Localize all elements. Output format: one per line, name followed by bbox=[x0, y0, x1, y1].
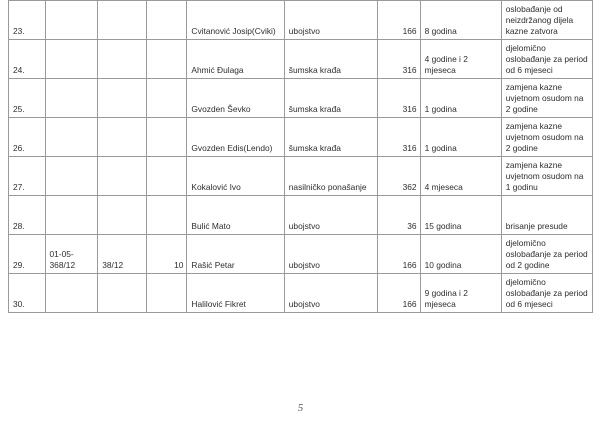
cell-article: 36 bbox=[378, 196, 421, 235]
cell-ordinal: 23. bbox=[9, 1, 46, 40]
cell-case-ref-2 bbox=[98, 196, 147, 235]
cell-case-ref-1 bbox=[45, 157, 98, 196]
cell-ordinal: 26. bbox=[9, 118, 46, 157]
table-body bbox=[9, 1, 593, 313]
table-row bbox=[9, 274, 593, 313]
cell-case-ref-2 bbox=[98, 40, 147, 79]
cell-ordinal: 28. bbox=[9, 196, 46, 235]
cell-name: Rašić Petar bbox=[187, 235, 284, 274]
cell-article: 316 bbox=[378, 79, 421, 118]
cell-decision: djelomično oslobađanje za period od 6 mjeseci bbox=[501, 40, 592, 79]
cell-count bbox=[146, 118, 187, 157]
cell-case-ref-1 bbox=[45, 274, 98, 313]
cell-case-ref-1 bbox=[45, 196, 98, 235]
cell-decision: brisanje presude bbox=[501, 196, 592, 235]
cell-count: 10 bbox=[146, 235, 187, 274]
cell-sentence: 8 godina bbox=[420, 1, 501, 40]
cell-case-ref-1 bbox=[45, 40, 98, 79]
cell-count bbox=[146, 79, 187, 118]
cell-name: Halilović Fikret bbox=[187, 274, 284, 313]
cell-name: Cvitanović Josip(Cviki) bbox=[187, 1, 284, 40]
cell-ordinal: 24. bbox=[9, 40, 46, 79]
page-number: 5 bbox=[297, 402, 304, 414]
cell-case-ref-1: 01-05-368/12 bbox=[45, 235, 98, 274]
table-row bbox=[9, 1, 593, 40]
cell-article: 166 bbox=[378, 235, 421, 274]
cell-case-ref-2 bbox=[98, 157, 147, 196]
cell-ordinal: 30. bbox=[9, 274, 46, 313]
cell-article: 166 bbox=[378, 274, 421, 313]
cell-sentence: 4 godine i 2 mjeseca bbox=[420, 40, 501, 79]
cell-sentence: 9 godina i 2 mjeseca bbox=[420, 274, 501, 313]
table-row bbox=[9, 235, 593, 274]
records-table bbox=[8, 0, 593, 313]
cell-article: 362 bbox=[378, 157, 421, 196]
cell-name: Bulić Mato bbox=[187, 196, 284, 235]
cell-name: Gvozden Ševko bbox=[187, 79, 284, 118]
cell-offence: ubojstvo bbox=[284, 1, 377, 40]
cell-decision: zamjena kazne uvjetnom osudom na 2 godine bbox=[501, 118, 592, 157]
cell-case-ref-2: 38/12 bbox=[98, 235, 147, 274]
cell-offence: ubojstvo bbox=[284, 235, 377, 274]
cell-article: 166 bbox=[378, 1, 421, 40]
cell-article: 316 bbox=[378, 40, 421, 79]
cell-offence: nasilničko ponašanje bbox=[284, 157, 377, 196]
cell-case-ref-2 bbox=[98, 118, 147, 157]
cell-offence: šumska krađa bbox=[284, 79, 377, 118]
cell-case-ref-2 bbox=[98, 274, 147, 313]
cell-sentence: 4 mjeseca bbox=[420, 157, 501, 196]
cell-decision: djelomično oslobađanje za period od 2 godine bbox=[501, 235, 592, 274]
table-row bbox=[9, 79, 593, 118]
cell-case-ref-2 bbox=[98, 79, 147, 118]
cell-article: 316 bbox=[378, 118, 421, 157]
cell-sentence: 15 godina bbox=[420, 196, 501, 235]
cell-offence: šumska krađa bbox=[284, 118, 377, 157]
cell-case-ref-1 bbox=[45, 1, 98, 40]
cell-count bbox=[146, 196, 187, 235]
cell-case-ref-2 bbox=[98, 1, 147, 40]
cell-case-ref-1 bbox=[45, 79, 98, 118]
cell-sentence: 1 godina bbox=[420, 79, 501, 118]
cell-ordinal: 25. bbox=[9, 79, 46, 118]
cell-ordinal: 27. bbox=[9, 157, 46, 196]
table-row bbox=[9, 157, 593, 196]
cell-name: Ahmić Đulaga bbox=[187, 40, 284, 79]
cell-decision: zamjena kazne uvjetnom osudom na 1 godinu bbox=[501, 157, 592, 196]
cell-count bbox=[146, 40, 187, 79]
cell-count bbox=[146, 1, 187, 40]
cell-name: Gvozden Edis(Lendo) bbox=[187, 118, 284, 157]
cell-offence: ubojstvo bbox=[284, 196, 377, 235]
cell-sentence: 1 godina bbox=[420, 118, 501, 157]
cell-offence: ubojstvo bbox=[284, 274, 377, 313]
cell-decision: zamjena kazne uvjetnom osudom na 2 godine bbox=[501, 79, 592, 118]
cell-decision: oslobađanje od neizdržanog dijela kazne zatvora bbox=[501, 1, 592, 40]
table-row bbox=[9, 196, 593, 235]
cell-case-ref-1 bbox=[45, 118, 98, 157]
table-row bbox=[9, 118, 593, 157]
table-row bbox=[9, 40, 593, 79]
cell-decision: djelomično oslobađanje za period od 6 mjeseci bbox=[501, 274, 592, 313]
cell-count bbox=[146, 157, 187, 196]
cell-ordinal: 29. bbox=[9, 235, 46, 274]
cell-name: Kokalović Ivo bbox=[187, 157, 284, 196]
cell-offence: šumska krađa bbox=[284, 40, 377, 79]
cell-count bbox=[146, 274, 187, 313]
cell-sentence: 10 godina bbox=[420, 235, 501, 274]
